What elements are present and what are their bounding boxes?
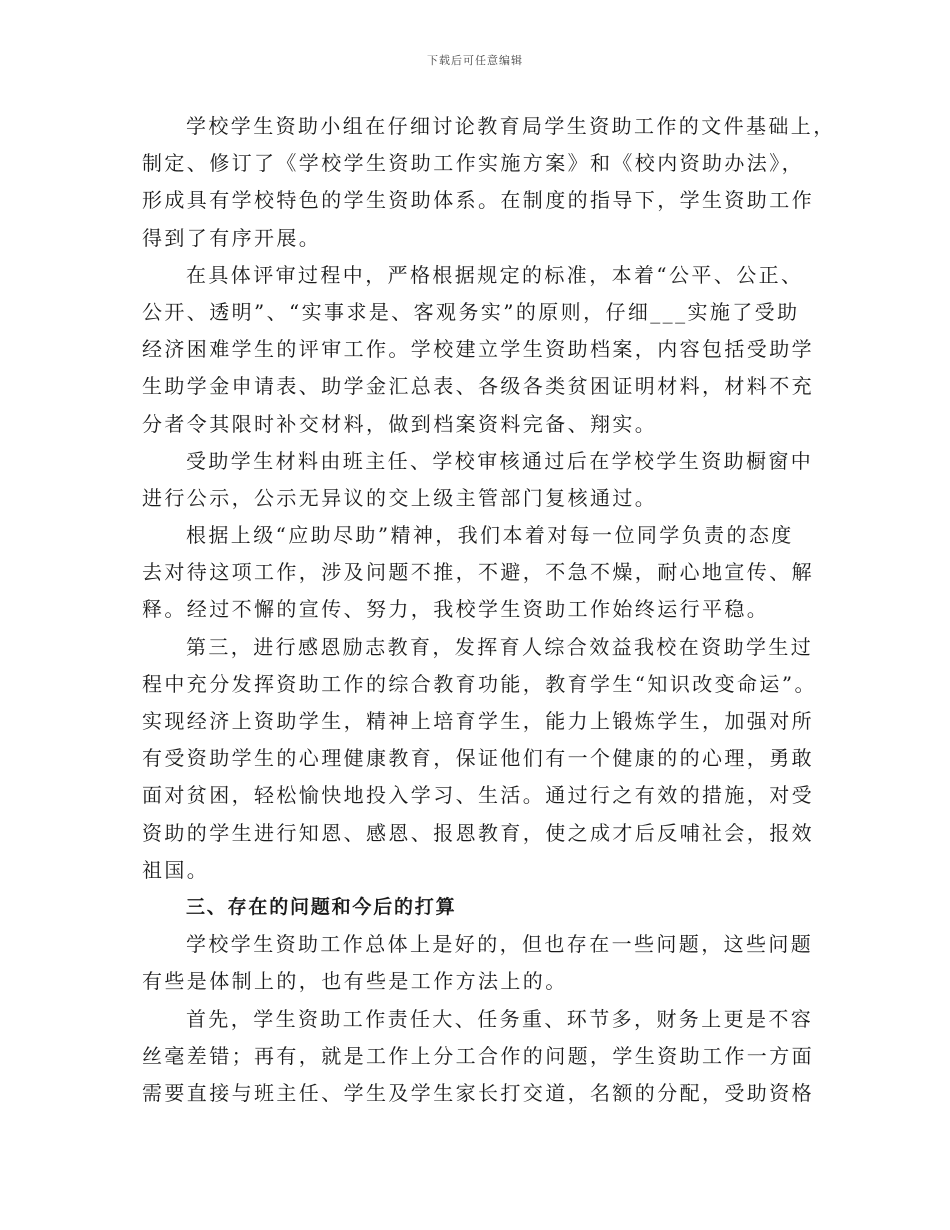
paragraph-line: 学校学生资助小组在仔细讨论教育局学生资助工作的文件基础上，: [186, 114, 836, 138]
paragraph-line: 有受资助学生的心理健康教育，保证他们有一个健康的的心理，勇敢: [142, 746, 814, 771]
paragraph-line: 得到了有序开展。: [142, 225, 322, 250]
paragraph-line: 面对贫困，轻松愉快地投入学习、生活。通过行之有效的措施，对受: [142, 783, 814, 808]
paragraph-line: 受助学生材料由班主任、学校审核通过后在学校学生资助橱窗中: [186, 448, 814, 473]
paragraph-line: 学校学生资助工作总体上是好的，但也存在一些问题，这些问题: [186, 932, 814, 957]
paragraph-line: 首先，学生资助工作责任大、任务重、环节多，财务上更是不容: [186, 1006, 814, 1031]
paragraph-line: 经济困难学生的评审工作。学校建立学生资助档案，内容包括受助学: [142, 337, 814, 362]
paragraph-line: 丝毫差错；再有，就是工作上分工合作的问题，学生资助工作一方面: [142, 1043, 814, 1068]
paragraph-line: 形成具有学校特色的学生资助体系。在制度的指导下，学生资助工作: [142, 188, 814, 213]
paragraph-line: 祖国。: [142, 857, 210, 882]
paragraph-line: 资助的学生进行知恩、感恩、报恩教育，使之成才后反哺社会，报效: [142, 820, 814, 845]
paragraph-line: 分者令其限时补交材料，做到档案资料完备、翔实。: [142, 411, 658, 436]
paragraph-line: 生助学金申请表、助学金汇总表、各级各类贫困证明材料，材料不充: [142, 374, 814, 399]
paragraph-line: 实现经济上资助学生，精神上培育学生，能力上锻炼学生，加强对所: [142, 709, 814, 733]
page-header: 下载后可任意编辑: [427, 54, 523, 67]
paragraph-line: 进行公示，公示无异议的交上级主管部门复核通过。: [142, 485, 658, 510]
paragraph-line: 释。经过不懈的宣传、努力，我校学生资助工作始终运行平稳。: [142, 597, 770, 622]
paragraph-line: 有些是体制上的，也有些是工作方法上的。: [142, 969, 568, 994]
paragraph-line: 程中充分发挥资助工作的综合教育功能，教育学生“知识改变命运”。: [142, 671, 817, 696]
paragraph-line: 需要直接与班主任、学生及学生家长打交道，名额的分配，受助资格: [142, 1080, 814, 1105]
section-heading: 三、存在的问题和今后的打算: [186, 895, 457, 918]
document-body: [142, 108, 836, 1112]
paragraph-line: 制定、修订了《学校学生资助工作实施方案》和《校内资助办法》，: [142, 151, 804, 176]
paragraph-line: 根据上级“应助尽助”精神，我们本着对每一位同学负责的态度: [186, 523, 794, 548]
paragraph-line: 第三，进行感恩励志教育，发挥育人综合效益我校在资助学生过: [186, 634, 814, 659]
paragraph-line: 在具体评审过程中，严格根据规定的标准，本着“公平、公正、: [186, 262, 804, 287]
paragraph-line: 去对待这项工作，涉及问题不推，不避，不急不燥，耐心地宣传、解: [142, 560, 814, 585]
paragraph-line: 公开、透明”、“实事求是、客观务实”的原则，仔细___实施了受助: [142, 299, 800, 324]
